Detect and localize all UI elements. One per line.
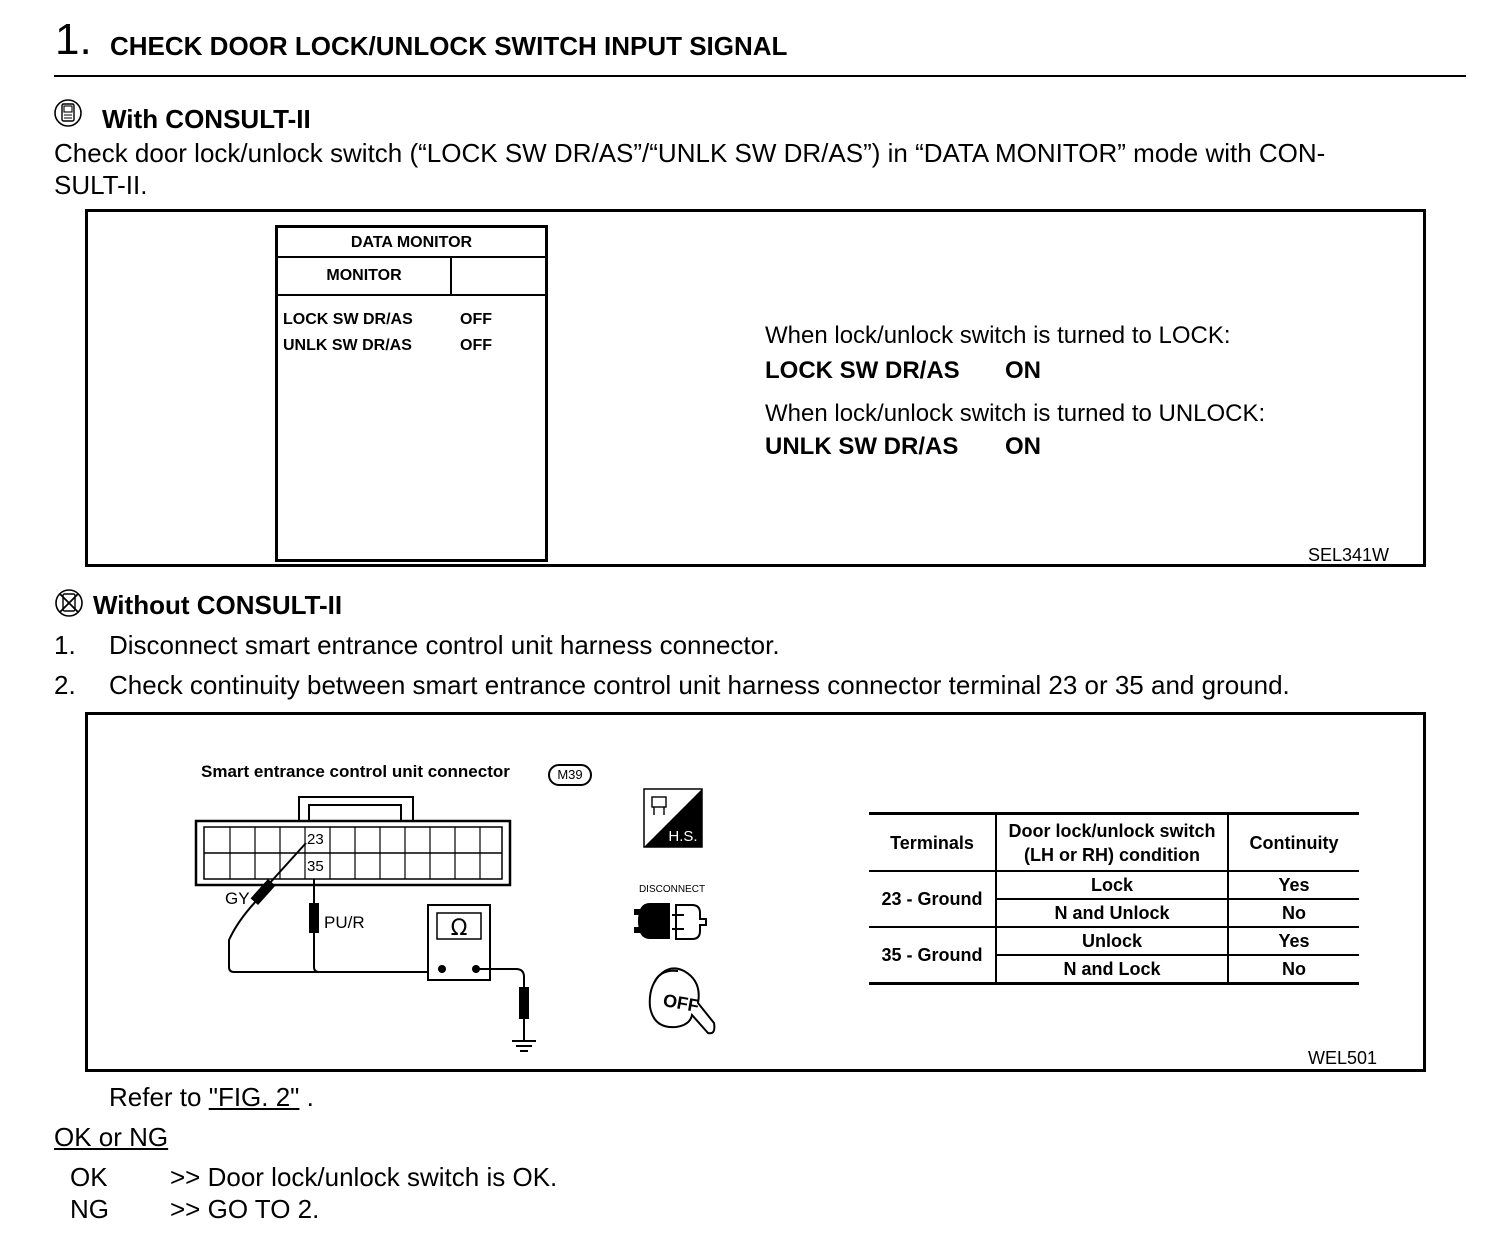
no-consult-icon — [54, 588, 84, 618]
terminals-cell: 35 - Ground — [869, 927, 996, 984]
terminal-23-label: 23 — [307, 831, 324, 848]
step-title: CHECK DOOR LOCK/UNLOCK SWITCH INPUT SIGNAL — [110, 31, 788, 61]
table-header-condition-line2: (LH or RH) condition — [1024, 844, 1200, 865]
data-monitor-screen — [275, 225, 548, 562]
lock-expected-value: ON — [1005, 357, 1041, 384]
harness-connector — [196, 797, 510, 885]
data-monitor-title: DATA MONITOR — [278, 228, 545, 258]
continuity-cell: Yes — [1228, 871, 1359, 899]
key-off-label: OFF — [661, 990, 701, 1017]
step-list-text: Check continuity between smart entrance control unit harness connector terminal 23 or 35 and ground. — [109, 670, 1290, 700]
refer-suffix: . — [299, 1082, 314, 1112]
title-divider — [54, 75, 1466, 77]
monitor-value: OFF — [460, 311, 492, 328]
table-header-continuity: Continuity — [1228, 814, 1359, 872]
continuity-cell: Yes — [1228, 927, 1359, 955]
refer-prefix: Refer to — [109, 1082, 209, 1112]
disconnect-connector-icon — [634, 903, 706, 939]
terminals-cell: 23 - Ground — [869, 871, 996, 927]
result-code-ok: OK — [70, 1162, 108, 1192]
hs-label: H.S. — [668, 828, 698, 845]
monitor-item: UNLK SW DR/AS — [283, 337, 412, 354]
step-list-text: Disconnect smart entrance control unit harness connector. — [109, 630, 780, 660]
ohm-symbol: Ω — [450, 916, 468, 941]
lock-condition-text: When lock/unlock switch is turned to LOCK: — [765, 322, 1231, 349]
monitor-column-header: MONITOR — [278, 258, 452, 296]
condition-cell: Unlock — [996, 927, 1228, 955]
table-header-condition — [996, 814, 1228, 872]
unlock-condition-text: When lock/unlock switch is turned to UNLOCK: — [765, 400, 1266, 427]
disconnect-label: DISCONNECT — [638, 884, 706, 895]
result-text-ng: >> GO TO 2. — [170, 1194, 320, 1224]
monitor-value-header — [452, 258, 545, 296]
fig2-link[interactable]: "FIG. 2" — [208, 1082, 300, 1112]
step-list-number: 2. — [54, 670, 76, 700]
data-monitor-figure — [85, 209, 1426, 567]
with-consult-heading: With CONSULT-II — [102, 104, 311, 134]
monitor-value: OFF — [460, 337, 492, 354]
terminal-35-label: 35 — [307, 858, 324, 875]
unlock-expected-value: ON — [1005, 433, 1041, 460]
continuity-cell: No — [1228, 899, 1359, 927]
result-code-ng: NG — [70, 1194, 109, 1224]
table-header-condition-line1: Door lock/unlock switch — [1008, 820, 1216, 841]
wire-color-gy: GY — [225, 889, 250, 908]
intro-line-2: SULT-II. — [54, 170, 148, 200]
without-consult-heading: Without CONSULT-II — [93, 590, 343, 620]
result-heading: OK or NG — [54, 1122, 169, 1152]
figure-code: WEL501 — [1308, 1048, 1378, 1068]
refer-line — [109, 1081, 314, 1113]
lock-expected-item: LOCK SW DR/AS — [765, 357, 960, 384]
figure-code: SEL341W — [1308, 545, 1390, 565]
continuity-table — [869, 812, 1359, 985]
continuity-check-figure — [85, 712, 1426, 1072]
result-text-ok: >> Door lock/unlock switch is OK. — [170, 1162, 558, 1192]
connector-id-badge: M39 — [548, 764, 592, 786]
connector-label: Smart entrance control unit connector — [201, 762, 510, 781]
monitor-item: LOCK SW DR/AS — [283, 311, 413, 328]
unlock-expected-item: UNLK SW DR/AS — [765, 433, 959, 460]
intro-line-1: Check door lock/unlock switch (“LOCK SW DR/AS”/“UNLK SW DR/AS”) in “DATA MONITOR” mode with CON- — [54, 138, 1326, 168]
table-header-terminals: Terminals — [890, 832, 974, 853]
consult-tool-icon — [53, 98, 83, 128]
condition-cell: N and Unlock — [996, 899, 1228, 927]
condition-cell: N and Lock — [996, 955, 1228, 984]
ohmmeter-icon — [428, 905, 536, 1051]
condition-cell: Lock — [996, 871, 1228, 899]
step-list-number: 1. — [54, 630, 76, 660]
wire-color-pur: PU/R — [324, 913, 365, 932]
continuity-cell: No — [1228, 955, 1359, 984]
step-number: 1. — [55, 15, 92, 64]
